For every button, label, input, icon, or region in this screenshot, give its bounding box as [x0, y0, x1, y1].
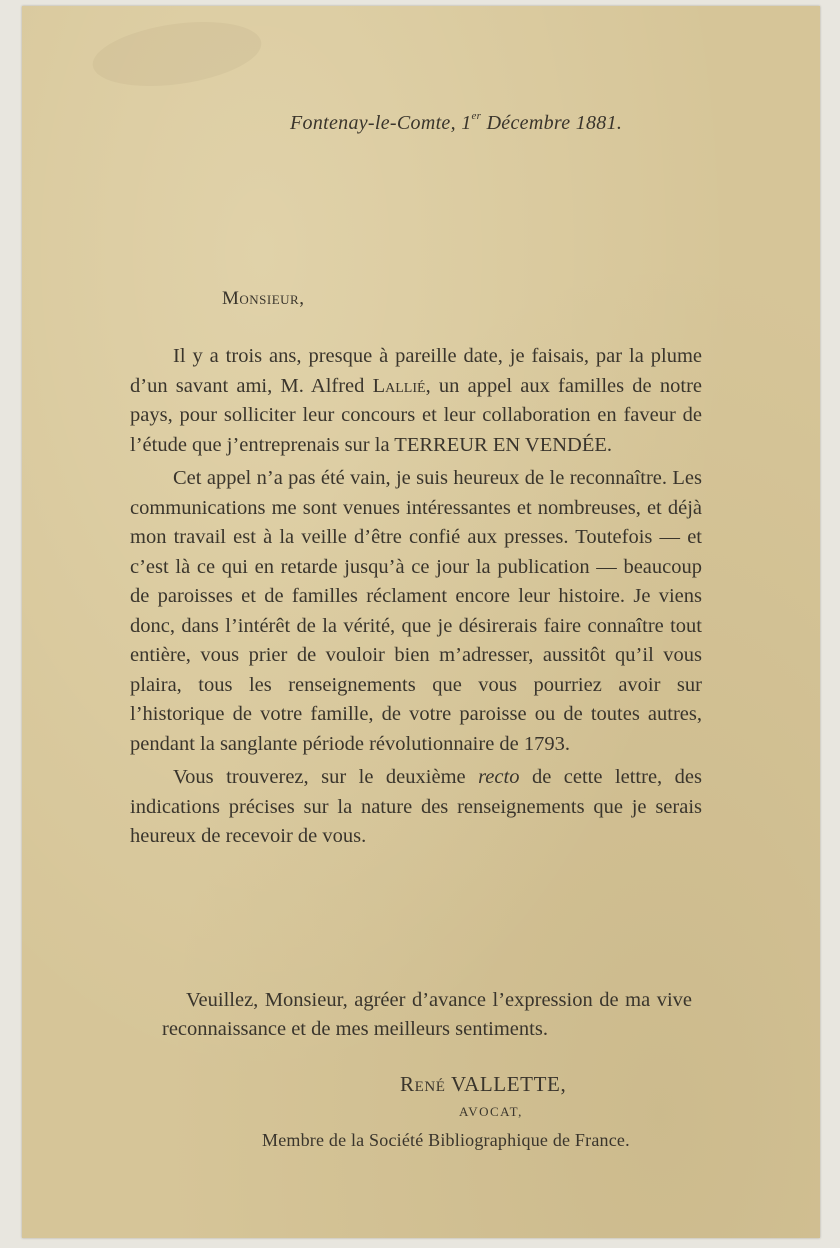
closing-text: Veuillez, Monsieur, agréer d’avance l’expression de ma vive reconnaissance et de mes meilleurs sentiments.	[162, 989, 692, 1040]
dateline-date: Décembre 1881.	[481, 112, 623, 134]
letter-body	[130, 342, 702, 852]
signature-name	[400, 1072, 566, 1097]
paragraph-3	[130, 763, 702, 852]
paragraph-1-text-before: Il y a trois ans, presque à pareille date, je faisais, par la plume d’un savant ami, M. Alfred	[130, 345, 702, 397]
paragraph-3-text-after: de cette lettre, des indications précises sur la nature des renseignements que je serais heureux de recevoir de vous.	[130, 766, 702, 847]
signature-title: AVOCAT,	[459, 1104, 523, 1119]
faded-pencil-annotation	[89, 12, 266, 95]
signature-membership: Membre de la Société Bibliographique de France.	[262, 1130, 630, 1150]
closing-formula	[162, 986, 692, 1044]
paragraph-3-text-before: Vous trouverez, sur le deuxième	[173, 766, 479, 788]
dateline-place: Fontenay-le-Comte, 1	[290, 112, 472, 134]
dateline-ordinal: er	[471, 110, 482, 122]
signature-last-name: VALLETTE,	[445, 1072, 567, 1096]
paragraph-3-italic: recto	[478, 766, 520, 788]
paragraph-1-name: Lallié	[372, 374, 426, 397]
paragraph-1-text-after: , un appel aux familles de notre pays, pour solliciter leur concours et leur collaboration en faveur de l’étude que j’entreprenais sur la TERREUR EN VENDÉE.	[130, 374, 702, 456]
signature-first-name: René	[400, 1072, 446, 1096]
paragraph-2: Cet appel n’a pas été vain, je suis heureux de le reconnaître. Les communications me sont venues intéressantes et nombreuses, et déjà mon travail est à la veille d’être confié aux presses. Toutefois — et c’est là ce qui en retarde jusqu’à ce jour la publication — beaucoup de paroisses et de familles réclament encore leur histoire. Je viens donc, dans l’intérêt de la vérité, que je désirerais faire connaître tout entière, vous prier de vouloir bien m’adresser, aussitôt qu’il vous plaira, tous les renseignements que vous pourriez avoir sur l’historique de votre famille, de votre paroisse ou de toutes autres, pendant la sanglante période révolutionnaire de 1793.	[130, 467, 702, 755]
paragraph-1	[130, 342, 702, 460]
dateline	[290, 112, 622, 135]
letter-sheet	[22, 6, 820, 1238]
salutation: Monsieur,	[222, 288, 305, 309]
